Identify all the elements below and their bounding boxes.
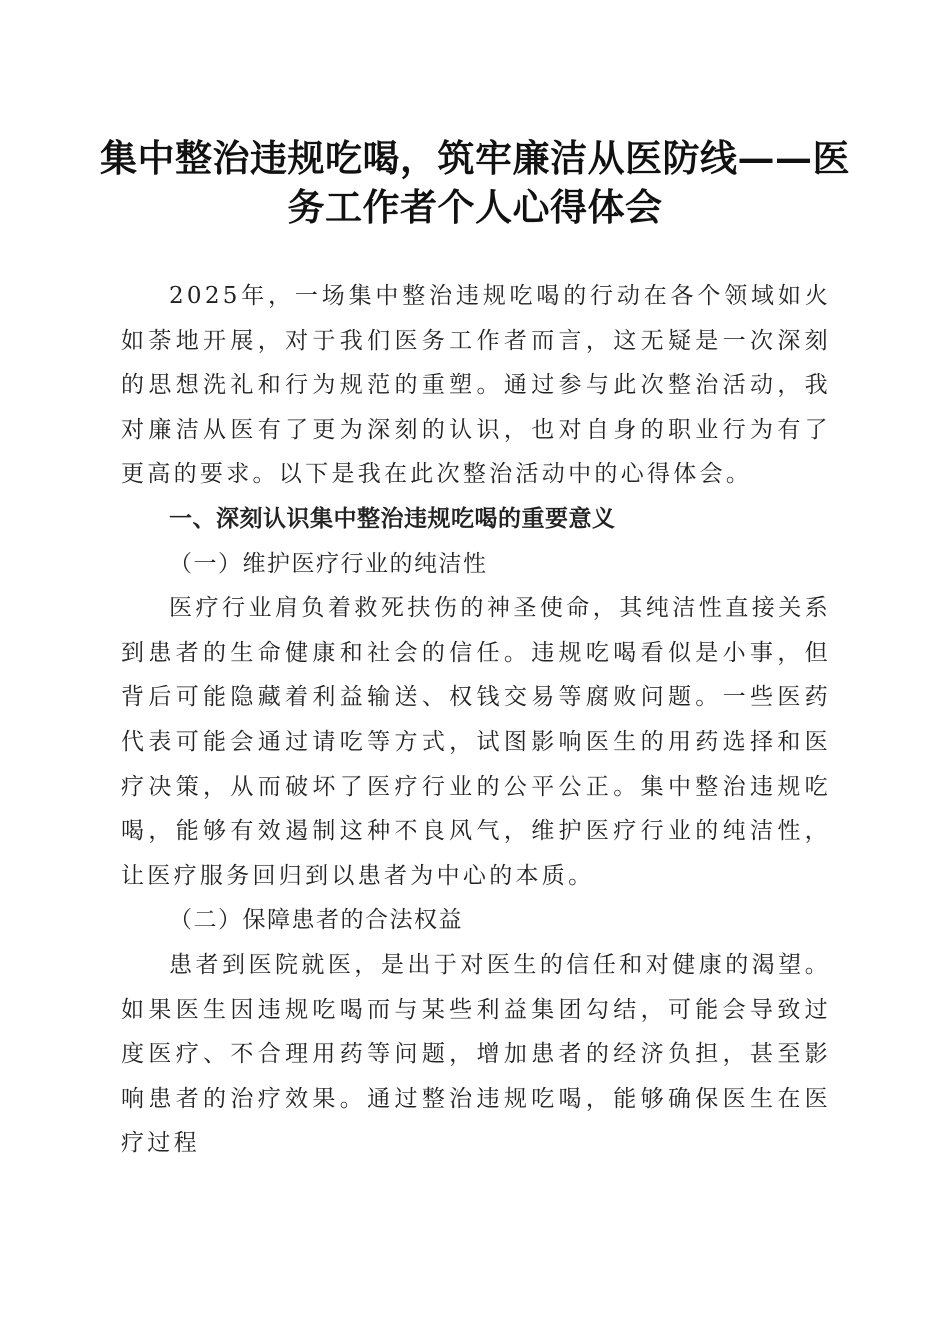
document-body — [121, 274, 831, 1166]
intro-paragraph: 2025年，一场集中整治违规吃喝的行动在各个领域如火如荼地开展，对于我们医务工作者而言，这无疑是一次深刻的思想洗礼和行为规范的重塑。通过参与此次整治活动，我对廉洁从医有了更为深刻的认识，也对自身的职业行为有了更高的要求。以下是我在此次整治活动中的心得体会。 — [121, 283, 831, 488]
subsection-heading-1: （一）维护医疗行业的纯洁性 — [169, 550, 488, 577]
subsection-1-paragraph: 医疗行业肩负着救死扶伤的神圣使命，其纯洁性直接关系到患者的生命健康和社会的信任。违规吃喝看似是小事，但背后可能隐藏着利益输送、权钱交易等腐败问题。一些医药代表可能会通过请吃等方式，试图影响医生的用药选择和医疗决策，从而破坏了医疗行业的公平公正。集中整治违规吃喝，能够有效遏制这种不良风气，维护医疗行业的纯洁性，让医疗服务回归到以患者为中心的本质。 — [121, 595, 831, 889]
subsection-2-paragraph: 患者到医院就医，是出于对医生的信任和对健康的渴望。如果医生因违规吃喝而与某些利益集团勾结，可能会导致过度医疗、不合理用药等问题，增加患者的经济负担，甚至影响患者的治疗效果。通过整治违规吃喝，能够确保医生在医疗过程 — [121, 951, 831, 1157]
section-heading-1: 一、深刻认识集中整治违规吃喝的重要意义 — [169, 505, 616, 532]
subsection-heading-2: （二）保障患者的合法权益 — [169, 907, 463, 934]
document-title: 集中整治违规吃喝，筑牢廉洁从医防线——医务工作者个人心得体会 — [100, 136, 850, 229]
